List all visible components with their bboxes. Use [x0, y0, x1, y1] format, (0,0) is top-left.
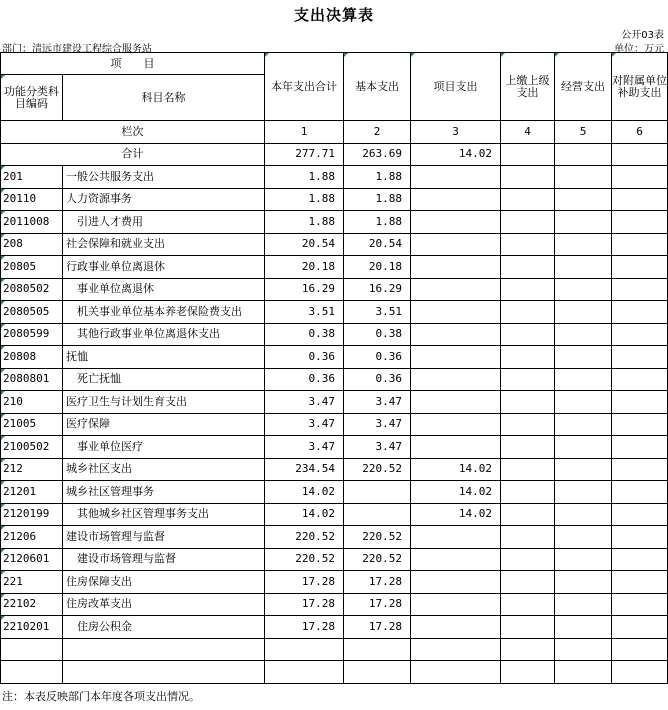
row-business [555, 503, 612, 526]
row-project [411, 436, 501, 459]
empty-cell [1, 638, 63, 661]
row-project [411, 548, 501, 571]
row-subsidiary [612, 458, 668, 481]
seq-cell: 4 [501, 121, 555, 144]
table-row [1, 458, 668, 481]
row-upper [501, 323, 555, 346]
row-upper [501, 368, 555, 391]
empty-cell [555, 661, 612, 684]
row-upper [501, 458, 555, 481]
row-code: 2080599 [1, 323, 63, 346]
empty-row [1, 661, 668, 684]
row-business [555, 481, 612, 504]
row-name: 其他行政事业单位离退休支出 [63, 323, 265, 346]
total-upper [501, 143, 555, 166]
seq-cell: 5 [555, 121, 612, 144]
header-upper: 上缴上级支出 [501, 53, 555, 121]
header-subsidiary: 对附属单位补助支出 [612, 53, 668, 121]
row-name: 城乡社区管理事务 [63, 481, 265, 504]
row-code: 2120199 [1, 503, 63, 526]
row-business [555, 526, 612, 549]
row-upper [501, 188, 555, 211]
department-label: 部门：清远市建设工程综合服务站 [2, 44, 152, 55]
row-code: 22102 [1, 593, 63, 616]
seq-cell: 6 [612, 121, 668, 144]
header-func-code: 功能分类科目编码 [1, 75, 63, 121]
row-basic: 3.47 [344, 391, 411, 414]
row-upper [501, 256, 555, 279]
row-project [411, 211, 501, 234]
row-code: 2080505 [1, 301, 63, 324]
row-total: 220.52 [265, 526, 344, 549]
row-project [411, 391, 501, 414]
empty-cell [63, 661, 265, 684]
row-basic: 17.28 [344, 593, 411, 616]
row-project [411, 368, 501, 391]
expenditure-table [0, 52, 668, 684]
row-name: 人力资源事务 [63, 188, 265, 211]
row-business [555, 188, 612, 211]
row-upper [501, 413, 555, 436]
row-subsidiary [612, 188, 668, 211]
row-basic: 0.36 [344, 346, 411, 369]
table-row [1, 548, 668, 571]
header-total: 本年支出合计 [265, 53, 344, 121]
row-subsidiary [612, 368, 668, 391]
row-business [555, 391, 612, 414]
row-total: 17.28 [265, 571, 344, 594]
row-total: 220.52 [265, 548, 344, 571]
row-name: 城乡社区支出 [63, 458, 265, 481]
total-label: 合计 [1, 143, 265, 166]
total-subsidiary [612, 143, 668, 166]
row-basic: 3.47 [344, 436, 411, 459]
table-code: 公开03表 [621, 30, 664, 41]
header-project: 项目支出 [411, 53, 501, 121]
table-row [1, 233, 668, 256]
row-name: 事业单位医疗 [63, 436, 265, 459]
row-basic: 17.28 [344, 616, 411, 639]
row-basic: 20.18 [344, 256, 411, 279]
row-basic: 16.29 [344, 278, 411, 301]
row-upper [501, 346, 555, 369]
row-subsidiary [612, 323, 668, 346]
page-title: 支出决算表 [293, 6, 374, 24]
row-upper [501, 503, 555, 526]
row-code: 2210201 [1, 616, 63, 639]
empty-cell [344, 661, 411, 684]
row-business [555, 458, 612, 481]
row-basic: 17.28 [344, 571, 411, 594]
unit-label: 单位：万元 [614, 44, 664, 55]
row-code: 21005 [1, 413, 63, 436]
row-code: 20805 [1, 256, 63, 279]
row-total: 1.88 [265, 166, 344, 189]
row-project [411, 346, 501, 369]
total-project: 14.02 [411, 143, 501, 166]
row-subsidiary [612, 503, 668, 526]
row-code: 208 [1, 233, 63, 256]
row-project [411, 256, 501, 279]
row-name: 引进人才费用 [63, 211, 265, 234]
row-code: 21206 [1, 526, 63, 549]
row-total: 0.38 [265, 323, 344, 346]
row-name: 建设市场管理与监督 [63, 526, 265, 549]
row-code: 2080801 [1, 368, 63, 391]
row-business [555, 368, 612, 391]
row-business [555, 413, 612, 436]
row-upper [501, 436, 555, 459]
empty-cell [411, 661, 501, 684]
row-total: 14.02 [265, 503, 344, 526]
row-basic: 0.38 [344, 323, 411, 346]
row-total: 1.88 [265, 188, 344, 211]
row-subsidiary [612, 593, 668, 616]
row-subsidiary [612, 616, 668, 639]
table-row [1, 188, 668, 211]
row-business [555, 256, 612, 279]
table-row [1, 571, 668, 594]
row-project [411, 301, 501, 324]
row-project [411, 616, 501, 639]
row-business [555, 436, 612, 459]
seq-cell: 2 [344, 121, 411, 144]
row-upper [501, 616, 555, 639]
seq-cell: 3 [411, 121, 501, 144]
row-name: 住房保障支出 [63, 571, 265, 594]
row-name: 机关事业单位基本养老保险费支出 [63, 301, 265, 324]
row-upper [501, 526, 555, 549]
row-total: 3.47 [265, 436, 344, 459]
row-business [555, 233, 612, 256]
row-code: 2120601 [1, 548, 63, 571]
row-project [411, 571, 501, 594]
row-business [555, 166, 612, 189]
row-total: 16.29 [265, 278, 344, 301]
row-name: 行政事业单位离退休 [63, 256, 265, 279]
row-basic: 1.88 [344, 211, 411, 234]
table-row [1, 323, 668, 346]
row-name: 其他城乡社区管理事务支出 [63, 503, 265, 526]
row-total: 0.36 [265, 368, 344, 391]
row-basic: 20.54 [344, 233, 411, 256]
empty-cell [501, 661, 555, 684]
row-code: 21201 [1, 481, 63, 504]
table-row [1, 166, 668, 189]
row-business [555, 278, 612, 301]
row-project [411, 278, 501, 301]
row-project: 14.02 [411, 458, 501, 481]
table-row [1, 346, 668, 369]
empty-cell [501, 638, 555, 661]
table-row [1, 593, 668, 616]
row-business [555, 211, 612, 234]
total-basic: 263.69 [344, 143, 411, 166]
header-item: 项 目 [1, 53, 265, 75]
row-upper [501, 233, 555, 256]
row-code: 2100502 [1, 436, 63, 459]
seq-row [1, 121, 668, 144]
row-project [411, 323, 501, 346]
row-project [411, 233, 501, 256]
table-row [1, 503, 668, 526]
row-name: 住房改革支出 [63, 593, 265, 616]
row-code: 201 [1, 166, 63, 189]
row-basic: 3.51 [344, 301, 411, 324]
row-total: 20.18 [265, 256, 344, 279]
row-total: 234.54 [265, 458, 344, 481]
row-subsidiary [612, 436, 668, 459]
seq-label: 栏次 [1, 121, 265, 144]
row-code: 221 [1, 571, 63, 594]
row-business [555, 548, 612, 571]
row-business [555, 593, 612, 616]
empty-cell [555, 638, 612, 661]
table-row [1, 368, 668, 391]
row-basic: 1.88 [344, 166, 411, 189]
row-total: 3.51 [265, 301, 344, 324]
row-upper [501, 571, 555, 594]
table-row [1, 391, 668, 414]
header-subject-name: 科目名称 [63, 75, 265, 121]
row-business [555, 346, 612, 369]
row-code: 20110 [1, 188, 63, 211]
row-project [411, 593, 501, 616]
row-name: 医疗卫生与计划生育支出 [63, 391, 265, 414]
table-row [1, 436, 668, 459]
row-total: 0.36 [265, 346, 344, 369]
header-basic: 基本支出 [344, 53, 411, 121]
row-upper [501, 301, 555, 324]
table-row [1, 413, 668, 436]
empty-cell [265, 638, 344, 661]
row-upper [501, 211, 555, 234]
row-code: 20808 [1, 346, 63, 369]
row-project: 14.02 [411, 481, 501, 504]
empty-cell [63, 638, 265, 661]
row-total: 3.47 [265, 391, 344, 414]
row-total: 17.28 [265, 593, 344, 616]
row-subsidiary [612, 166, 668, 189]
row-name: 社会保障和就业支出 [63, 233, 265, 256]
table-row [1, 526, 668, 549]
empty-cell [612, 638, 668, 661]
row-project [411, 188, 501, 211]
row-basic: 220.52 [344, 458, 411, 481]
row-code: 212 [1, 458, 63, 481]
row-subsidiary [612, 571, 668, 594]
empty-cell [344, 638, 411, 661]
table-row [1, 278, 668, 301]
row-basic [344, 503, 411, 526]
row-upper [501, 593, 555, 616]
row-name: 一般公共服务支出 [63, 166, 265, 189]
row-business [555, 301, 612, 324]
row-name: 住房公积金 [63, 616, 265, 639]
empty-cell [1, 661, 63, 684]
row-basic: 1.88 [344, 188, 411, 211]
row-subsidiary [612, 301, 668, 324]
row-subsidiary [612, 211, 668, 234]
total-business [555, 143, 612, 166]
row-upper [501, 391, 555, 414]
row-subsidiary [612, 233, 668, 256]
row-code: 2080502 [1, 278, 63, 301]
row-basic: 220.52 [344, 526, 411, 549]
empty-cell [265, 661, 344, 684]
row-total: 3.47 [265, 413, 344, 436]
total-row [1, 143, 668, 166]
seq-cell: 1 [265, 121, 344, 144]
row-name: 事业单位离退休 [63, 278, 265, 301]
row-upper [501, 166, 555, 189]
footnote: 注：本表反映部门本年度各项支出情况。 [2, 690, 200, 703]
row-basic: 220.52 [344, 548, 411, 571]
row-subsidiary [612, 346, 668, 369]
row-upper [501, 548, 555, 571]
row-total: 17.28 [265, 616, 344, 639]
row-business [555, 571, 612, 594]
table-row [1, 481, 668, 504]
row-code: 2011008 [1, 211, 63, 234]
row-upper [501, 481, 555, 504]
total-amount: 277.71 [265, 143, 344, 166]
row-total: 1.88 [265, 211, 344, 234]
row-project [411, 413, 501, 436]
empty-row [1, 638, 668, 661]
row-subsidiary [612, 548, 668, 571]
table-row [1, 301, 668, 324]
header-business: 经营支出 [555, 53, 612, 121]
row-subsidiary [612, 278, 668, 301]
row-basic: 3.47 [344, 413, 411, 436]
row-upper [501, 278, 555, 301]
row-name: 建设市场管理与监督 [63, 548, 265, 571]
row-business [555, 616, 612, 639]
empty-cell [411, 638, 501, 661]
empty-cell [612, 661, 668, 684]
row-name: 死亡抚恤 [63, 368, 265, 391]
row-code: 210 [1, 391, 63, 414]
row-project [411, 526, 501, 549]
row-project: 14.02 [411, 503, 501, 526]
table-row [1, 211, 668, 234]
row-name: 医疗保障 [63, 413, 265, 436]
table-row [1, 256, 668, 279]
row-basic [344, 481, 411, 504]
row-business [555, 323, 612, 346]
row-total: 20.54 [265, 233, 344, 256]
row-project [411, 166, 501, 189]
row-name: 抚恤 [63, 346, 265, 369]
row-subsidiary [612, 481, 668, 504]
row-subsidiary [612, 526, 668, 549]
row-subsidiary [612, 391, 668, 414]
row-total: 14.02 [265, 481, 344, 504]
row-basic: 0.36 [344, 368, 411, 391]
row-subsidiary [612, 256, 668, 279]
table-row [1, 616, 668, 639]
row-subsidiary [612, 413, 668, 436]
